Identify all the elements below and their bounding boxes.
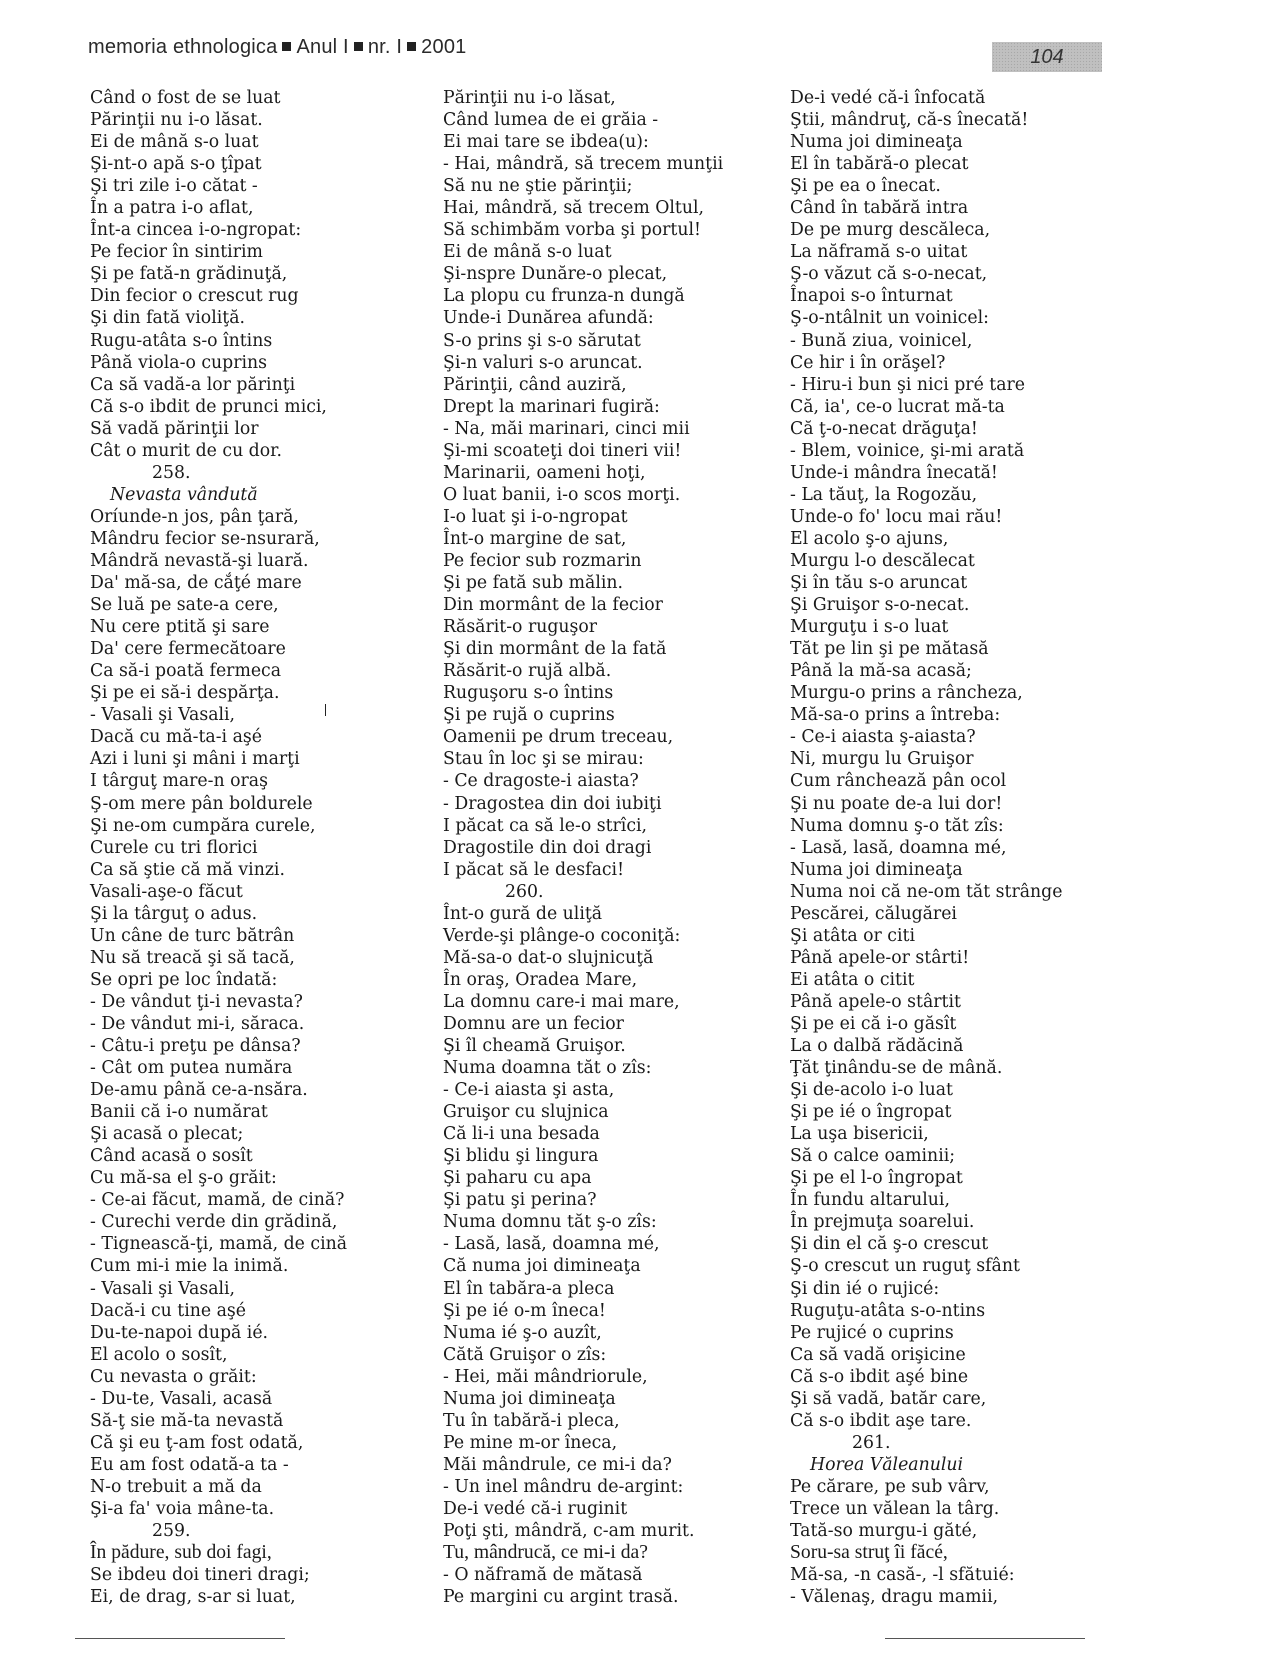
verse-line: Ş-o crescut un ruguţ sfânt (790, 1256, 1020, 1277)
verse-line: Şi din mormânt de la fată (443, 639, 667, 660)
verse-line: Murgu l-o descălecat (790, 550, 975, 571)
verse-line: Că ţ-o-necat drăguţa! (790, 418, 978, 439)
verse-line: Dacă cu mă-ta-i aşé (90, 727, 262, 748)
verse-line: - Du-te, Vasali, acasă (90, 1388, 273, 1409)
verse-line: Ca să-i poată fermeca (90, 661, 282, 682)
verse-line: Hai, mândră, să trecem Oltul, (443, 198, 704, 219)
page-number: 104 (1030, 46, 1064, 68)
verse-line: - Hei, măi mândriorule, (443, 1366, 648, 1387)
verse-line: Se ibdeu doi tineri dragi; (90, 1565, 310, 1586)
verse-line: Mândră nevastă-şi luară. (90, 550, 309, 571)
verse-line: De-i vedé că-i înfocată (790, 88, 986, 108)
verse-line: Da' cere fermecătoare (90, 639, 286, 660)
verse-line: Şi să vadă, batăr care, (790, 1388, 987, 1409)
verse-line: Pe margini cu argint trasă. (443, 1587, 679, 1608)
verse-line: Şi în tău s-o aruncat (790, 573, 968, 594)
verse-line: O luat banii, i-o scos morţi. (443, 484, 681, 505)
verse-line: Tată-so murgu-i găté, (790, 1521, 978, 1542)
verse-line: Unde-o fo' locu mai rău! (790, 506, 1003, 527)
verse-line: Înt-a cincea i-o-ngropat: (90, 220, 302, 241)
stray-mark (325, 704, 326, 716)
verse-line: Tăt pe lin şi pe mătasă (790, 639, 989, 660)
verse-line: Numa noi că ne-om tăt strânge (790, 881, 1063, 902)
text-column-3 (790, 87, 1062, 1608)
poem-title: Horea Văleanului (810, 1454, 964, 1475)
verse-line: I târguţ mare-n oraş (90, 771, 268, 792)
verse-line: Când acasă o sosît (90, 1146, 253, 1167)
verse-line: Se luă pe sate-a cere, (90, 595, 279, 616)
verse-line: Şi pe ea o înecat. (790, 176, 941, 197)
verse-line: I păcat ca să le-o strîci, (443, 815, 648, 836)
verse-line: Trece un vălean la târg. (790, 1499, 1000, 1519)
verse-line: Mă-sa, -n casă-, -l sfătuié: (790, 1565, 1015, 1586)
verse-line: Pe fecior sub rozmarin (443, 550, 642, 571)
verse-line: În fundu altarului, (790, 1190, 950, 1211)
verse-line: - Lasă, lasă, doamna mé, (790, 837, 1007, 858)
verse-line: În oraş, Oradea Mare, (443, 969, 638, 990)
square-bullet-icon (354, 42, 363, 51)
verse-line: Din mormânt de la fecior (443, 595, 663, 616)
poem-title: Nevasta vândută (110, 484, 258, 505)
footer-rule-right (885, 1638, 1085, 1639)
verse-line: Şi pe ei că i-o găsît (790, 1013, 957, 1034)
verse-line: Ni, murgu lu Gruişor (790, 749, 974, 770)
verse-line: Unde-i mândra înecată! (790, 462, 998, 483)
verse-line: - De vândut mi-i, săraca. (90, 1013, 305, 1034)
verse-line: Drept la marinari fugiră: (443, 396, 660, 417)
verse-line: - Vasali şi Vasali, (90, 1278, 236, 1299)
verse-line: Mă-sa-o prins a întreba: (790, 705, 1001, 726)
verse-line: Când lumea de ei grăia - (443, 110, 659, 131)
verse-line: Ca să ştie că mă vinzi. (90, 859, 285, 880)
verse-line: În prejmuţa soarelui. (790, 1212, 975, 1233)
verse-line: Vasali-aşe-o făcut (90, 881, 243, 902)
verse-line: Ei de mână s-o luat (443, 242, 612, 263)
verse-line: Până apele-or stârti! (790, 947, 970, 968)
verse-line: - Curechi verde din grădină, (90, 1212, 338, 1233)
footer-rule-left (75, 1638, 285, 1639)
verse-line: - Vasali şi Vasali, (90, 705, 236, 726)
verse-line: Ei mai tare se ibdea(u): (443, 132, 649, 153)
verse-line: Că s-o ibdit aşe tare. (790, 1410, 972, 1431)
verse-line: Ştii, mândruţ, că-s înecată! (790, 110, 1029, 131)
verse-line: - De vândut ţi-i nevasta? (90, 991, 303, 1012)
verse-line: Şi-n valuri s-o aruncat. (443, 352, 643, 373)
verse-line: Părinţii nu i-o lăsat, (443, 88, 616, 108)
verse-line: Până la mă-sa acasă; (790, 661, 972, 682)
verse-line: Şi din ié o rujicé: (790, 1278, 940, 1299)
verse-line: Să-ţ sie mă-ta nevastă (90, 1410, 284, 1431)
verse-line: Banii că i-o numărat (90, 1102, 268, 1123)
verse-line: N-o trebuit a mă da (90, 1476, 262, 1497)
verse-line: La uşa bisericii, (790, 1124, 929, 1145)
verse-line: - Lasă, lasă, doamna mé, (443, 1234, 660, 1255)
verse-line: Numa joi dimineaţa (790, 859, 963, 880)
verse-line: Şi-mi scoateţi doi tineri vii! (443, 440, 682, 461)
verse-line: - Na, măi marinari, cinci mii (443, 418, 690, 439)
verse-line: - Blem, voinice, şi-mi arată (790, 440, 1025, 461)
verse-line: Ca să vadă-a lor părinţi (90, 374, 296, 395)
verse-line: Poţi şti, mândră, c-am murit. (443, 1521, 695, 1542)
verse-line: - La tăuţ, la Rogozău, (790, 484, 978, 505)
verse-line: Părinţii, când auziră, (443, 374, 627, 395)
verse-line: El acolo ş-o ajuns, (790, 528, 949, 549)
verse-line: Cătă Gruişor o zîs: (443, 1344, 607, 1365)
verse-line: I păcat să le desfaci! (443, 859, 625, 880)
verse-line: - Dragostea din doi iubiţi (443, 793, 662, 814)
verse-line: Nu să treacă şi să tacă, (90, 947, 295, 968)
verse-line: Tu în tabără-i pleca, (443, 1410, 620, 1431)
year-label: Anul I (296, 36, 349, 58)
verse-line: Ş-om mere pân boldurele (90, 793, 313, 814)
verse-line: Că s-o ibdit aşé bine (790, 1366, 969, 1387)
verse-line: Ei atâta o citit (790, 969, 915, 990)
verse-line: Şi pe rujă o cuprins (443, 705, 615, 726)
verse-line: Se opri pe loc îndată: (90, 969, 278, 990)
verse-line: Pe fecior în sintirim (90, 242, 263, 263)
verse-line: Şi Gruişor s-o-necat. (790, 595, 970, 616)
verse-line: Că s-o ibdit de prunci mici, (90, 396, 327, 417)
verse-line: Să schimbăm vorba şi portul! (443, 220, 701, 241)
verse-line: Nu cere ptită şi sare (90, 617, 270, 638)
verse-line: Pe mine m-or îneca, (443, 1432, 618, 1453)
verse-line: Rugu-atâta s-o întins (90, 330, 273, 351)
verse-line: Până apele-o stârtit (790, 991, 961, 1012)
issue-label: nr. I (367, 36, 403, 58)
verse-line: Numa domnu ş-o tăt zîs: (790, 815, 1004, 836)
verse-line: Cu nevasta o grăit: (90, 1366, 257, 1387)
verse-line: Un câne de turc bătrân (90, 925, 295, 946)
verse-line: Şi pe ié o-m îneca! (443, 1300, 606, 1321)
verse-line: Să o calce oaminii; (790, 1146, 956, 1167)
verse-line: Ţăt ţinându-se de mână. (790, 1058, 1003, 1079)
verse-line: Şi de-acolo i-o luat (790, 1080, 953, 1101)
verse-line: Că, ia', ce-o lucrat mă-ta (790, 396, 1005, 417)
verse-line: De pe murg descăleca, (790, 220, 991, 241)
verse-line: Până viola-o cuprins (90, 352, 267, 373)
verse-line: Şi la târguţ o adus. (90, 903, 258, 924)
verse-line: Oamenii pe drum treceau, (443, 727, 674, 748)
verse-line: Tu, mândrucă, ce mi-i da? (443, 1542, 648, 1564)
verse-line: Şi-nt-o apă s-o ţîpat (90, 154, 262, 175)
verse-line: Şi atâta or citi (790, 925, 915, 946)
square-bullet-icon (407, 42, 416, 51)
verse-line: Că numa joi dimineaţa (443, 1256, 641, 1277)
verse-line: Şi tri zile i-o cătat - (90, 176, 258, 197)
verse-line: Domnu are un fecior (443, 1013, 624, 1034)
verse-line: Înapoi s-o înturnat (790, 286, 953, 307)
verse-line: La năframă s-o uitat (790, 242, 968, 263)
verse-line: - Câtu-i preţu pe dânsa? (90, 1036, 301, 1057)
verse-line: Ş-o văzut că s-o-necat, (790, 264, 988, 285)
verse-line: Şi nu poate de-a lui dor! (790, 793, 1003, 814)
running-header (88, 36, 466, 59)
verse-line: În a patra i-o aflat, (90, 198, 254, 219)
verse-line: Stau în loc şi se mirau: (443, 749, 644, 770)
verse-line: Numa domnu tăt ş-o zîs: (443, 1212, 657, 1233)
verse-line: Din fecior o crescut rug (90, 286, 299, 307)
text-column-2 (443, 87, 723, 1608)
poem-number: 258. (152, 462, 191, 483)
verse-line: Şi-nspre Dunăre-o plecat, (443, 264, 668, 285)
verse-line: Cu mă-sa el ş-o grăit: (90, 1168, 277, 1189)
journal-name: memoria ethnologica (88, 36, 278, 58)
verse-line: I-o luat şi i-o-ngropat (443, 506, 628, 527)
verse-line: Şi patu şi perina? (443, 1190, 597, 1211)
verse-line: Numa joi dimineaţa (790, 132, 963, 153)
verse-line: Ei de mână s-o luat (90, 132, 259, 153)
verse-line: - Ce-i aiasta şi asta, (443, 1080, 615, 1101)
verse-line: Şi din el că ş-o crescut (790, 1234, 989, 1255)
verse-line: La domnu care-i mai mare, (443, 991, 680, 1012)
verse-line: - Tignească-ţi, mamă, de cină (90, 1234, 348, 1255)
verse-line: Că li-i una besada (443, 1124, 600, 1145)
verse-line: S-o prins şi s-o sărutat (443, 330, 641, 351)
verse-line: Numa joi dimineaţa (443, 1388, 616, 1409)
verse-line: Da' mă-sa, de cắţé mare (90, 573, 302, 594)
verse-line: Măi mândrule, ce mi-i da? (443, 1454, 672, 1475)
verse-line: Numa ié ş-o auzît, (443, 1322, 602, 1343)
verse-line: - Cât om putea număra (90, 1058, 293, 1079)
verse-line: Ruguşoru s-o întins (443, 683, 614, 704)
poem-number: 259. (152, 1521, 191, 1542)
verse-line: El acolo o sosît, (90, 1344, 228, 1365)
verse-line: Ce hir i în orăşel? (790, 352, 946, 373)
verse-line: Gruişor cu slujnica (443, 1102, 609, 1123)
verse-line: Cum rânchează pân ocol (790, 771, 1007, 792)
verse-line: Şi-a fa' voia mâne-ta. (90, 1499, 275, 1519)
year: 2001 (421, 36, 467, 58)
verse-line: La o dalbă rădăcină (790, 1036, 964, 1057)
verse-line: Eu am fost odată-a ta - (90, 1454, 289, 1475)
verse-line: El în tabără-o plecat (790, 154, 969, 175)
verse-line: Şi paharu cu apa (443, 1168, 592, 1189)
verse-line: Când o fost de se luat (90, 88, 281, 108)
verse-line: Pescărei, călugărei (790, 903, 957, 924)
verse-line: Oríunde-n jos, pân ţară, (90, 506, 299, 527)
verse-line: Răsărit-o ruguşor (443, 617, 598, 638)
verse-line: Mă-sa-o dat-o slujnicuţă (443, 947, 654, 968)
verse-line: Şi blidu şi lingura (443, 1146, 599, 1167)
verse-line: Azi i luni şi mâni i marţi (90, 749, 300, 770)
poem-number: 261. (852, 1432, 891, 1453)
verse-line: La plopu cu frunza-n dungă (443, 286, 685, 307)
square-bullet-icon (282, 42, 291, 51)
verse-line: El în tabăra-a pleca (443, 1278, 615, 1299)
verse-line: Răsărit-o rujă albă. (443, 661, 612, 682)
verse-line: Ş-o-ntâlnit un voinicel: (790, 308, 989, 329)
page-number-box (992, 42, 1102, 72)
verse-line: - O năframă de mătasă (443, 1565, 643, 1586)
verse-line: Înt-o margine de sat, (443, 528, 627, 549)
verse-line: Şi acasă o plecat; (90, 1124, 244, 1145)
verse-line: Numa doamna tăt o zîs: (443, 1058, 652, 1079)
verse-line: - Ce-i aiasta ş-aiasta? (790, 727, 976, 748)
verse-line: În pădure, sub doi fagi, (90, 1542, 272, 1564)
verse-line: Să nu ne ştie părinţii; (443, 176, 633, 197)
verse-line: Murgu-o prins a râncheza, (790, 683, 1023, 704)
verse-line: Şi îl cheamă Gruişor. (443, 1036, 626, 1057)
verse-line: Verde-şi plânge-o coconiţă: (443, 925, 681, 946)
verse-line: Şi pe fată sub mălin. (443, 573, 624, 594)
verse-line: Ruguţu-atâta s-o-ntins (790, 1300, 986, 1321)
verse-line: - Vălenaş, dragu mamii, (790, 1587, 999, 1608)
poem-number: 260. (505, 881, 544, 902)
text-column-1 (90, 87, 347, 1608)
verse-line: - Bună ziua, voinicel, (790, 330, 973, 351)
verse-line: Mândru fecior se-nsurară, (90, 528, 320, 549)
verse-line: Ca să vadă orişicine (790, 1344, 966, 1365)
verse-line: Soru-sa struţ îi făcé, (790, 1542, 948, 1564)
verse-line: Marinarii, oameni hoţi, (443, 462, 646, 483)
verse-line: Pe rujicé o cuprins (790, 1322, 954, 1343)
verse-line: Cât o murit de cu dor. (90, 440, 283, 461)
verse-line: Să vadă părinţii lor (90, 418, 259, 439)
verse-line: Pe cărare, pe sub vârv, (790, 1476, 990, 1497)
verse-line: - Hai, mândră, să trecem munţii (443, 154, 724, 175)
verse-line: Că şi eu ţ-am fost odată, (90, 1432, 304, 1453)
verse-line: Şi pe ié o îngropat (790, 1102, 952, 1123)
verse-line: Şi pe fată-n grădinuţă, (90, 264, 288, 285)
verse-line: Dacă-i cu tine aşé (90, 1300, 247, 1321)
verse-line: Şi pe ei să-i despărţa. (90, 683, 280, 704)
verse-line: Unde-i Dunărea afundă: (443, 308, 654, 329)
verse-line: Curele cu tri florici (90, 837, 258, 858)
verse-line: Ei, de drag, s-ar si luat, (90, 1587, 296, 1608)
verse-line: - Ce dragoste-i aiasta? (443, 771, 639, 792)
verse-line: Du-te-napoi după ié. (90, 1322, 269, 1343)
verse-line: Cum mi-i mie la inimă. (90, 1256, 289, 1277)
verse-line: Înt-o gură de uliţă (443, 903, 603, 924)
verse-line: Când în tabără intra (790, 198, 969, 219)
verse-line: Dragostile din doi dragi (443, 837, 652, 858)
verse-line: Şi ne-om cumpăra curele, (90, 815, 316, 836)
verse-line: Părinţii nu i-o lăsat. (90, 110, 263, 131)
verse-line: Şi din fată violiţă. (90, 308, 245, 329)
verse-line: - Hiru-i bun şi nici pré tare (790, 374, 1026, 395)
verse-line: De-i vedé că-i ruginit (443, 1499, 628, 1519)
verse-line: Şi pe el l-o îngropat (790, 1168, 963, 1189)
verse-line: - Ce-ai făcut, mamă, de cină? (90, 1190, 345, 1211)
verse-line: Murguţu i s-o luat (790, 617, 949, 638)
verse-line: - Un inel mândru de-argint: (443, 1476, 684, 1497)
verse-line: De-amu până ce-a-nsăra. (90, 1080, 308, 1101)
